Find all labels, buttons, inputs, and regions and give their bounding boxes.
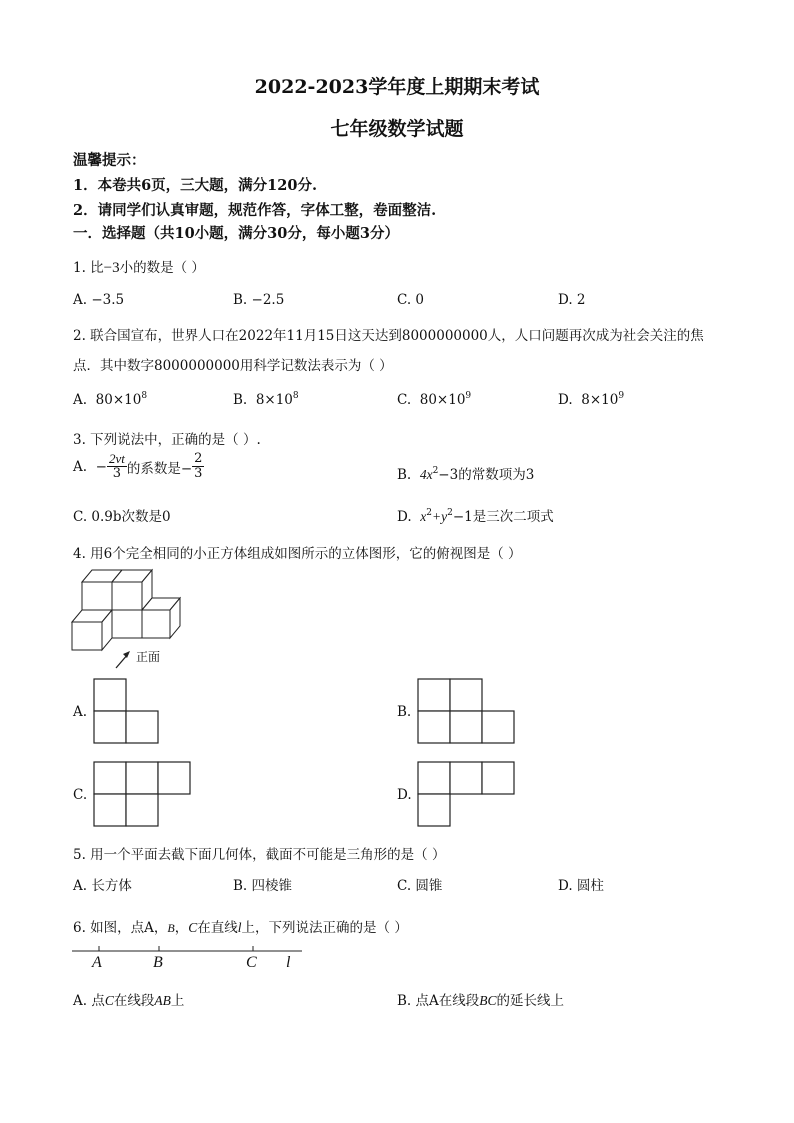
line-figure bbox=[72, 944, 304, 974]
question-4-option-d[interactable]: D. bbox=[397, 787, 412, 803]
notice-line-1: 1．本卷共6页，三大题，满分120分. bbox=[73, 177, 317, 194]
question-5-option-b[interactable]: B. 四棱锥 bbox=[233, 878, 293, 894]
question-4-option-a[interactable]: A. bbox=[73, 704, 88, 720]
line-label-a: A bbox=[92, 954, 102, 971]
question-2-option-d[interactable]: D. $8\times 10^9$ bbox=[558, 391, 625, 408]
option-b-view[interactable] bbox=[417, 678, 516, 744]
question-2-option-b[interactable]: B. $8\times 10^8$ bbox=[233, 391, 299, 408]
question-3-option-a[interactable]: A. − $\frac{2vt}{3}$ 的系数是− $\frac{2}{3}$ bbox=[73, 451, 203, 482]
exam-subtitle: 七年级数学试题 bbox=[330, 118, 464, 140]
question-4-stem: 4. 用6个完全相同的小正方体组成如图所示的立体图形，它的俯视图是（ ） bbox=[73, 546, 522, 562]
question-2-stem-line-2: 点．其中数字8000000000用科学记数法表示为（ ） bbox=[73, 358, 393, 374]
question-2-option-c[interactable]: C. $80\times 10^9$ bbox=[397, 391, 472, 408]
question-2-stem-line-1: 2. 联合国宣布，世界人口在2022年11月15日这天达到8000000000人，人口问题再次成为社会关注的焦 bbox=[73, 328, 704, 344]
question-5-option-c[interactable]: C. 圆锥 bbox=[397, 878, 443, 894]
question-1-option-b[interactable]: B. −2.5 bbox=[233, 292, 285, 308]
cube-figure bbox=[70, 564, 190, 674]
line-label-l: l bbox=[286, 954, 291, 971]
option-d-view[interactable] bbox=[417, 761, 516, 827]
question-6-option-b[interactable]: B. 点A在线段BC的延长线上 bbox=[397, 993, 565, 1009]
line-label-c: C bbox=[246, 954, 257, 971]
section-heading: 一．选择题（共10小题，满分30分，每小题3分） bbox=[73, 225, 399, 242]
question-3-option-d[interactable]: D. $x^2+y^2-1$是三次二项式 bbox=[397, 508, 554, 525]
exam-title: 2022-2023学年度上期期末考试 bbox=[254, 76, 540, 98]
front-label: 正面 bbox=[136, 650, 161, 664]
question-3-option-c[interactable]: C. 0.9b次数是0 bbox=[73, 509, 171, 525]
question-1-option-d[interactable]: D. 2 bbox=[558, 292, 586, 308]
notice-heading: 温馨提示： bbox=[73, 152, 146, 169]
question-5-option-d[interactable]: D. 圆柱 bbox=[558, 878, 604, 894]
question-3-stem: 3. 下列说法中，正确的是（ ）. bbox=[73, 432, 261, 448]
question-6-stem: 6. 如图，点A，B，C在直线l上，下列说法正确的是（ ） bbox=[73, 920, 408, 936]
question-6-option-a[interactable]: A. 点C在线段AB上 bbox=[73, 993, 185, 1009]
question-1-stem: 1. 比−3小的数是（ ） bbox=[73, 260, 205, 276]
line-label-b: B bbox=[153, 954, 163, 971]
question-5-stem: 5. 用一个平面去截下面几何体，截面不可能是三角形的是（ ） bbox=[73, 847, 446, 863]
question-4-option-c[interactable]: C. bbox=[73, 787, 88, 803]
question-2-option-a[interactable]: A. $80\times 10^8$ bbox=[73, 391, 148, 408]
question-1-option-c[interactable]: C. 0 bbox=[397, 292, 425, 308]
notice-line-2: 2．请同学们认真审题，规范作答，字体工整，卷面整洁. bbox=[73, 202, 437, 219]
question-4-option-b[interactable]: B. bbox=[397, 704, 412, 720]
option-a-view[interactable] bbox=[93, 678, 159, 744]
question-1-option-a[interactable]: A. −3.5 bbox=[73, 292, 125, 308]
option-c-view[interactable] bbox=[93, 761, 192, 827]
question-3-option-b[interactable]: B. $4x^2-3$的常数项为3 bbox=[397, 466, 535, 483]
question-5-option-a[interactable]: A. 长方体 bbox=[73, 878, 132, 894]
